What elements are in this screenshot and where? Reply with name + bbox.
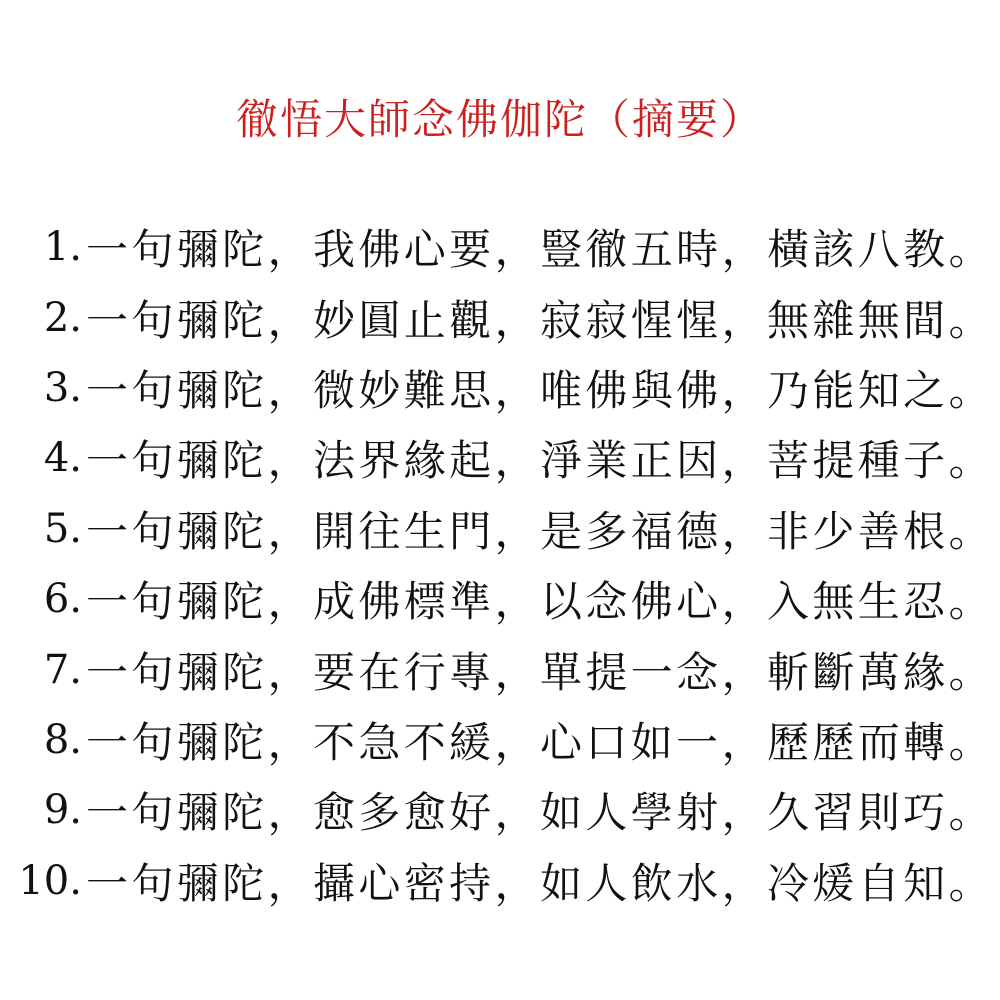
list-item bbox=[14, 846, 994, 916]
item-number: 5. bbox=[43, 505, 82, 552]
item-number: 1. bbox=[43, 224, 82, 271]
item-number: 10. bbox=[18, 857, 82, 904]
verse-list bbox=[14, 212, 994, 916]
list-item bbox=[14, 564, 994, 634]
item-text: 一句彌陀，攝心密持，如人飲水，冷煖自知。 bbox=[85, 858, 994, 908]
item-number: 3. bbox=[43, 364, 82, 411]
list-item bbox=[14, 634, 994, 704]
item-text: 一句彌陀，開往生門，是多福德，非少善根。 bbox=[85, 506, 994, 556]
list-item bbox=[14, 494, 994, 564]
item-text: 一句彌陀，成佛標準，以念佛心，入無生忍。 bbox=[85, 577, 994, 627]
list-item bbox=[14, 705, 994, 775]
item-number: 2. bbox=[43, 294, 82, 341]
list-item bbox=[14, 282, 994, 352]
list-item bbox=[14, 423, 994, 493]
item-text: 一句彌陀，微妙難思，唯佛與佛，乃能知之。 bbox=[85, 365, 994, 415]
item-text: 一句彌陀，不急不緩，心口如一，歷歷而轉。 bbox=[85, 717, 994, 767]
item-number: 4. bbox=[43, 435, 82, 482]
item-text: 一句彌陀，愈多愈好，如人學射，久習則巧。 bbox=[85, 788, 994, 838]
list-item bbox=[14, 212, 994, 282]
item-number: 7. bbox=[43, 646, 82, 693]
item-text: 一句彌陀，妙圓止觀，寂寂惺惺，無雜無間。 bbox=[85, 295, 994, 345]
page-title: 徹悟大師念佛伽陀（摘要） bbox=[235, 95, 764, 144]
item-text: 一句彌陀，要在行專，單提一念，斬斷萬緣。 bbox=[85, 647, 994, 697]
item-number: 8. bbox=[43, 716, 82, 763]
item-number: 9. bbox=[43, 787, 82, 834]
item-text: 一句彌陀，法界緣起，淨業正因，菩提種子。 bbox=[85, 436, 994, 486]
item-text: 一句彌陀，我佛心要，豎徹五時，橫該八教。 bbox=[85, 225, 994, 275]
item-number: 6. bbox=[43, 576, 82, 623]
list-item bbox=[14, 353, 994, 423]
list-item bbox=[14, 775, 994, 845]
